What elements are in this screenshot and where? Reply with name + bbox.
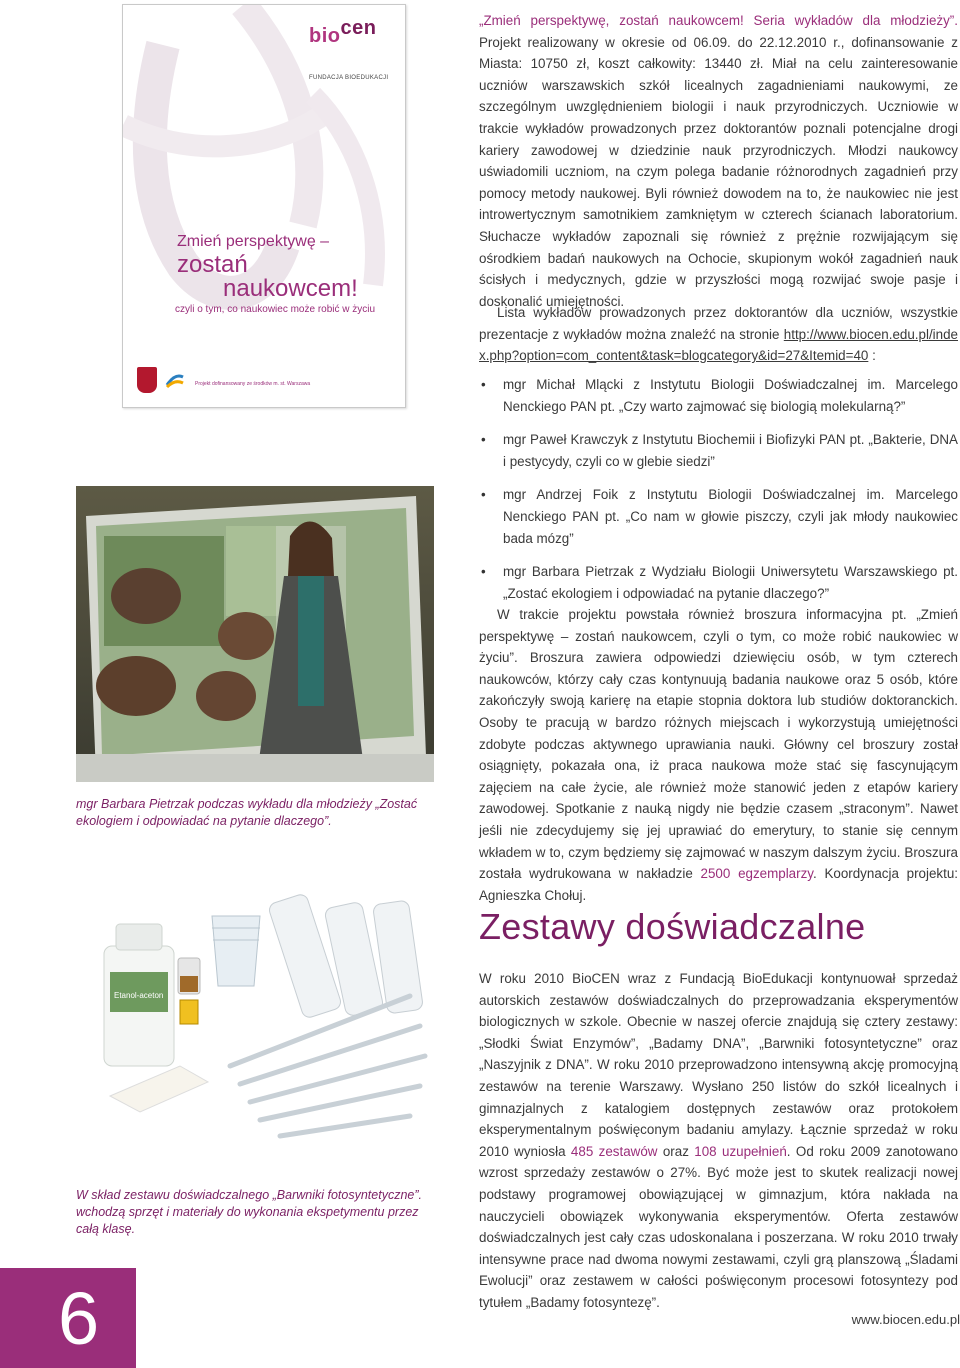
brochure-paragraph [479, 604, 958, 906]
kits-text-part1: W roku 2010 BioCEN wraz z Fundacją BioEdukacji kontynuował sprzedaż autorskich zestawów doświadczalnych do przeprowadzania eksperymentów biologicznych w szkole. Obecnie w naszej ofercie znajdują się cztery zestawy: „Słodki Świat Enzymów”, „Badamy DNA”, „Barwniki fotosyntetyczne” oraz „Naszyjnik z DNA”. W roku 2010 przeprowadzono intensywną akcję promocyjną zestawów na terenie Warszawy. Wysłano 250 listów do szkół licealnych i gimnazjalnych z katalogiem dostępnych zestawów oraz protokołem eksperymentalnym poświęconym badaniu amylazy. Łącznie sprzedaż w roku 2010 wyniosła [479, 971, 958, 1159]
list-item: • mgr Barbara Pietrzak z Wydziału Biologii Uniwersytetu Warszawskiego pt. „Zostać ekologiem i odpowiadać na pytanie dlaczego?” [479, 561, 958, 604]
kits-text-mid: oraz [657, 1143, 695, 1159]
cover-title-line1: Zmień perspektywę – [177, 233, 330, 250]
cover-title-line2: zostań [177, 251, 248, 278]
brochure-print-run: 2500 egzemplarzy [700, 866, 813, 882]
cover-subtitle: czyli o tym, co naukowiec może robić w życiu [175, 304, 376, 315]
intro-body: Projekt realizowany w okresie od 06.09. do 22.12.2010 r., dofinansowanie z Miasta: 10750 zł, koszt całkowity: 13440 zł. Miał na celu zainteresowanie uczniów warszawskich szkół licealnych zagadnieniami naukowymi, ze szczególnym uwzględnieniem biologii i nauk przyrodniczych. Uczniowie w trakcie wykładów prowadzonych przez doktorantów poznali potencjalne drogi kariery zawodowej w dziedzinie nauk przyrodniczych. Młodzi naukowcy uświadomili uczniom, na czym polega badanie różnorodnych zagadnień przy pomocy metody naukowej. Byli również dowodem na to, że naukowiec nie jest introwertycznym samotnikiem zamkniętym w czterech ścianach laboratorium. Słuchacze wykładów zapoznali się również z prężnie rozwijającym się ośrodkiem badań naukowych na Ochocie, skupionym wokół zagadnień nauk ścisłych i medycznych, gdzie w przyszłości mogą rozwijać swoje pasje i doskonalić umiejętności. [479, 34, 958, 309]
project-title: „Zmień perspektywę, zostań naukowcem! Seria wykładów dla młodzieży”. [479, 13, 958, 28]
biocen-logo: biocen [309, 17, 377, 47]
experiment-kit-photo [80, 876, 440, 1160]
presentations-link[interactable]: http://www.biocen.edu.pl/index.php?option=com_content&task=blogcategory&id=27&Itemid=40 [479, 326, 958, 364]
foundation-logo-text: FUNDACJA BIOEDUKACJI [309, 75, 389, 81]
lecture-photo [76, 486, 434, 782]
section-heading: Zestawy doświadczalne [479, 906, 866, 947]
cover-title-line3: naukowcem! [223, 275, 358, 302]
kits-paragraph [479, 968, 958, 1314]
warsaw-crest-icon [137, 367, 157, 393]
page-number: 6 [58, 1277, 100, 1360]
list-item: • mgr Paweł Krawczyk z Instytutu Biochemii i Biofizyki PAN pt. „Bakterie, DNA i pestycydy, czyli co w glebie siedzi” [479, 429, 958, 472]
sponsor-logo-icon [165, 371, 185, 391]
lecture-photo-caption: mgr Barbara Pietrzak podczas wykładu dla młodzieży „Zostać ekologiem i odpowiadać na pytanie dlaczego”. [76, 797, 418, 828]
kit-photo-caption: W skład zestawu doświadczalnego „Barwniki fotosyntetyczne”. wchodzą sprzęt i materiały do wykonania ekspetymentu przez całą klasę. [76, 1188, 422, 1236]
list-intro-text: Lista wykładów prowadzonych przez doktorantów dla uczniów, wszystkie prezentacje z wykładów można znaleźć na stronie [479, 305, 958, 342]
lecture-list-intro [479, 302, 958, 367]
list-item: • mgr Michał Mląckі z Instytutu Biologii Doświadczalnej im. Marcelego Nenckiego PAN pt. „Czy warto zajmować się biologią molekularną?” [479, 374, 958, 417]
page-number-tab [0, 1268, 136, 1368]
cover-background-graphic [123, 5, 405, 407]
footer-website[interactable]: www.biocen.edu.pl [851, 1312, 960, 1327]
lecture-photo-illustration [76, 486, 434, 782]
kits-refills-count: 108 uzupełnień [694, 1143, 787, 1159]
lecture-list [479, 374, 958, 616]
brochure-text-part1: W trakcie projektu powstała również broszura informacyjna pt. „Zmień perspektywę – zostań naukowcem, czyli o tym, co może robić naukowiec w życiu”. Broszura zawiera odpowiedzi dziewięciu osób, w tym czterech naukowców, którzy cały czas kontynuują badania naukowe oraz 5 osób, które zakończyły swoją karierę na etapie stopnia doktora lub studiów doktoranckich. Osoby te pracują w bardzo różnych miejscach i wykorzystują umiejętności zdobyte podczas aktywnego uprawiania nauki. Główny cel broszury został osiągnięty, pokazała ona, iż praca naukowa może stać się fascynującym zajęciem na całe życie, ale również może stanowić jeden z etapów kariery zawodowej. Spotkanie z nauką nigdy nie będzie czasem „straconym”. Nawet jeśli nie zdecydujemy się jej uprawiać do emerytury, to stanie się cennym wkładem w to, czym będziemy się zajmować w naszym dalszym życiu. Broszura została wydrukowana w nakładzie [479, 607, 958, 882]
list-colon: : [868, 348, 876, 364]
list-item: • mgr Andrzej Foik z Instytutu Biologii Doświadczalnej im. Marcelego Nenckiego PAN pt. „Co nam w głowie piszczy, czyli jak młody naukowiec bada mózg” [479, 484, 958, 549]
cover-funding-note: Projekt dofinansowany ze środków m. st. Warszawa [195, 381, 311, 387]
bottle-label: Etanol-aceton [114, 991, 164, 1000]
brochure-cover-image [122, 4, 406, 408]
experiment-kit-illustration [80, 876, 440, 1160]
intro-paragraph [479, 10, 958, 312]
brochure-text-part2: . Koordynacja projektu: Agnieszka Chołuj. [479, 866, 958, 903]
kits-text-part2: . Od roku 2009 zanotowano wzrost sprzedaży zestawów o 27%. Być może jest to skutek realizacji nowej podstawy programowej obowiązującej w gimnazjum, która nakłada na nauczycieli obowiązek wykonywania eksperymentów. Oferta zestawów doświadczalnych jest cały czas udoskonalana i poszerzana. W roku 2010 trwały intensywne prace nad dwoma nowymi zestawami, czyli grą planszową „Śladami Ewolucji” oraz zestawem w całości poświęconym procesowi fotosyntezy pod tytułem „Badamy fotosyntezę”. [479, 1143, 958, 1310]
kits-sold-count: 485 zestawów [570, 1143, 658, 1159]
